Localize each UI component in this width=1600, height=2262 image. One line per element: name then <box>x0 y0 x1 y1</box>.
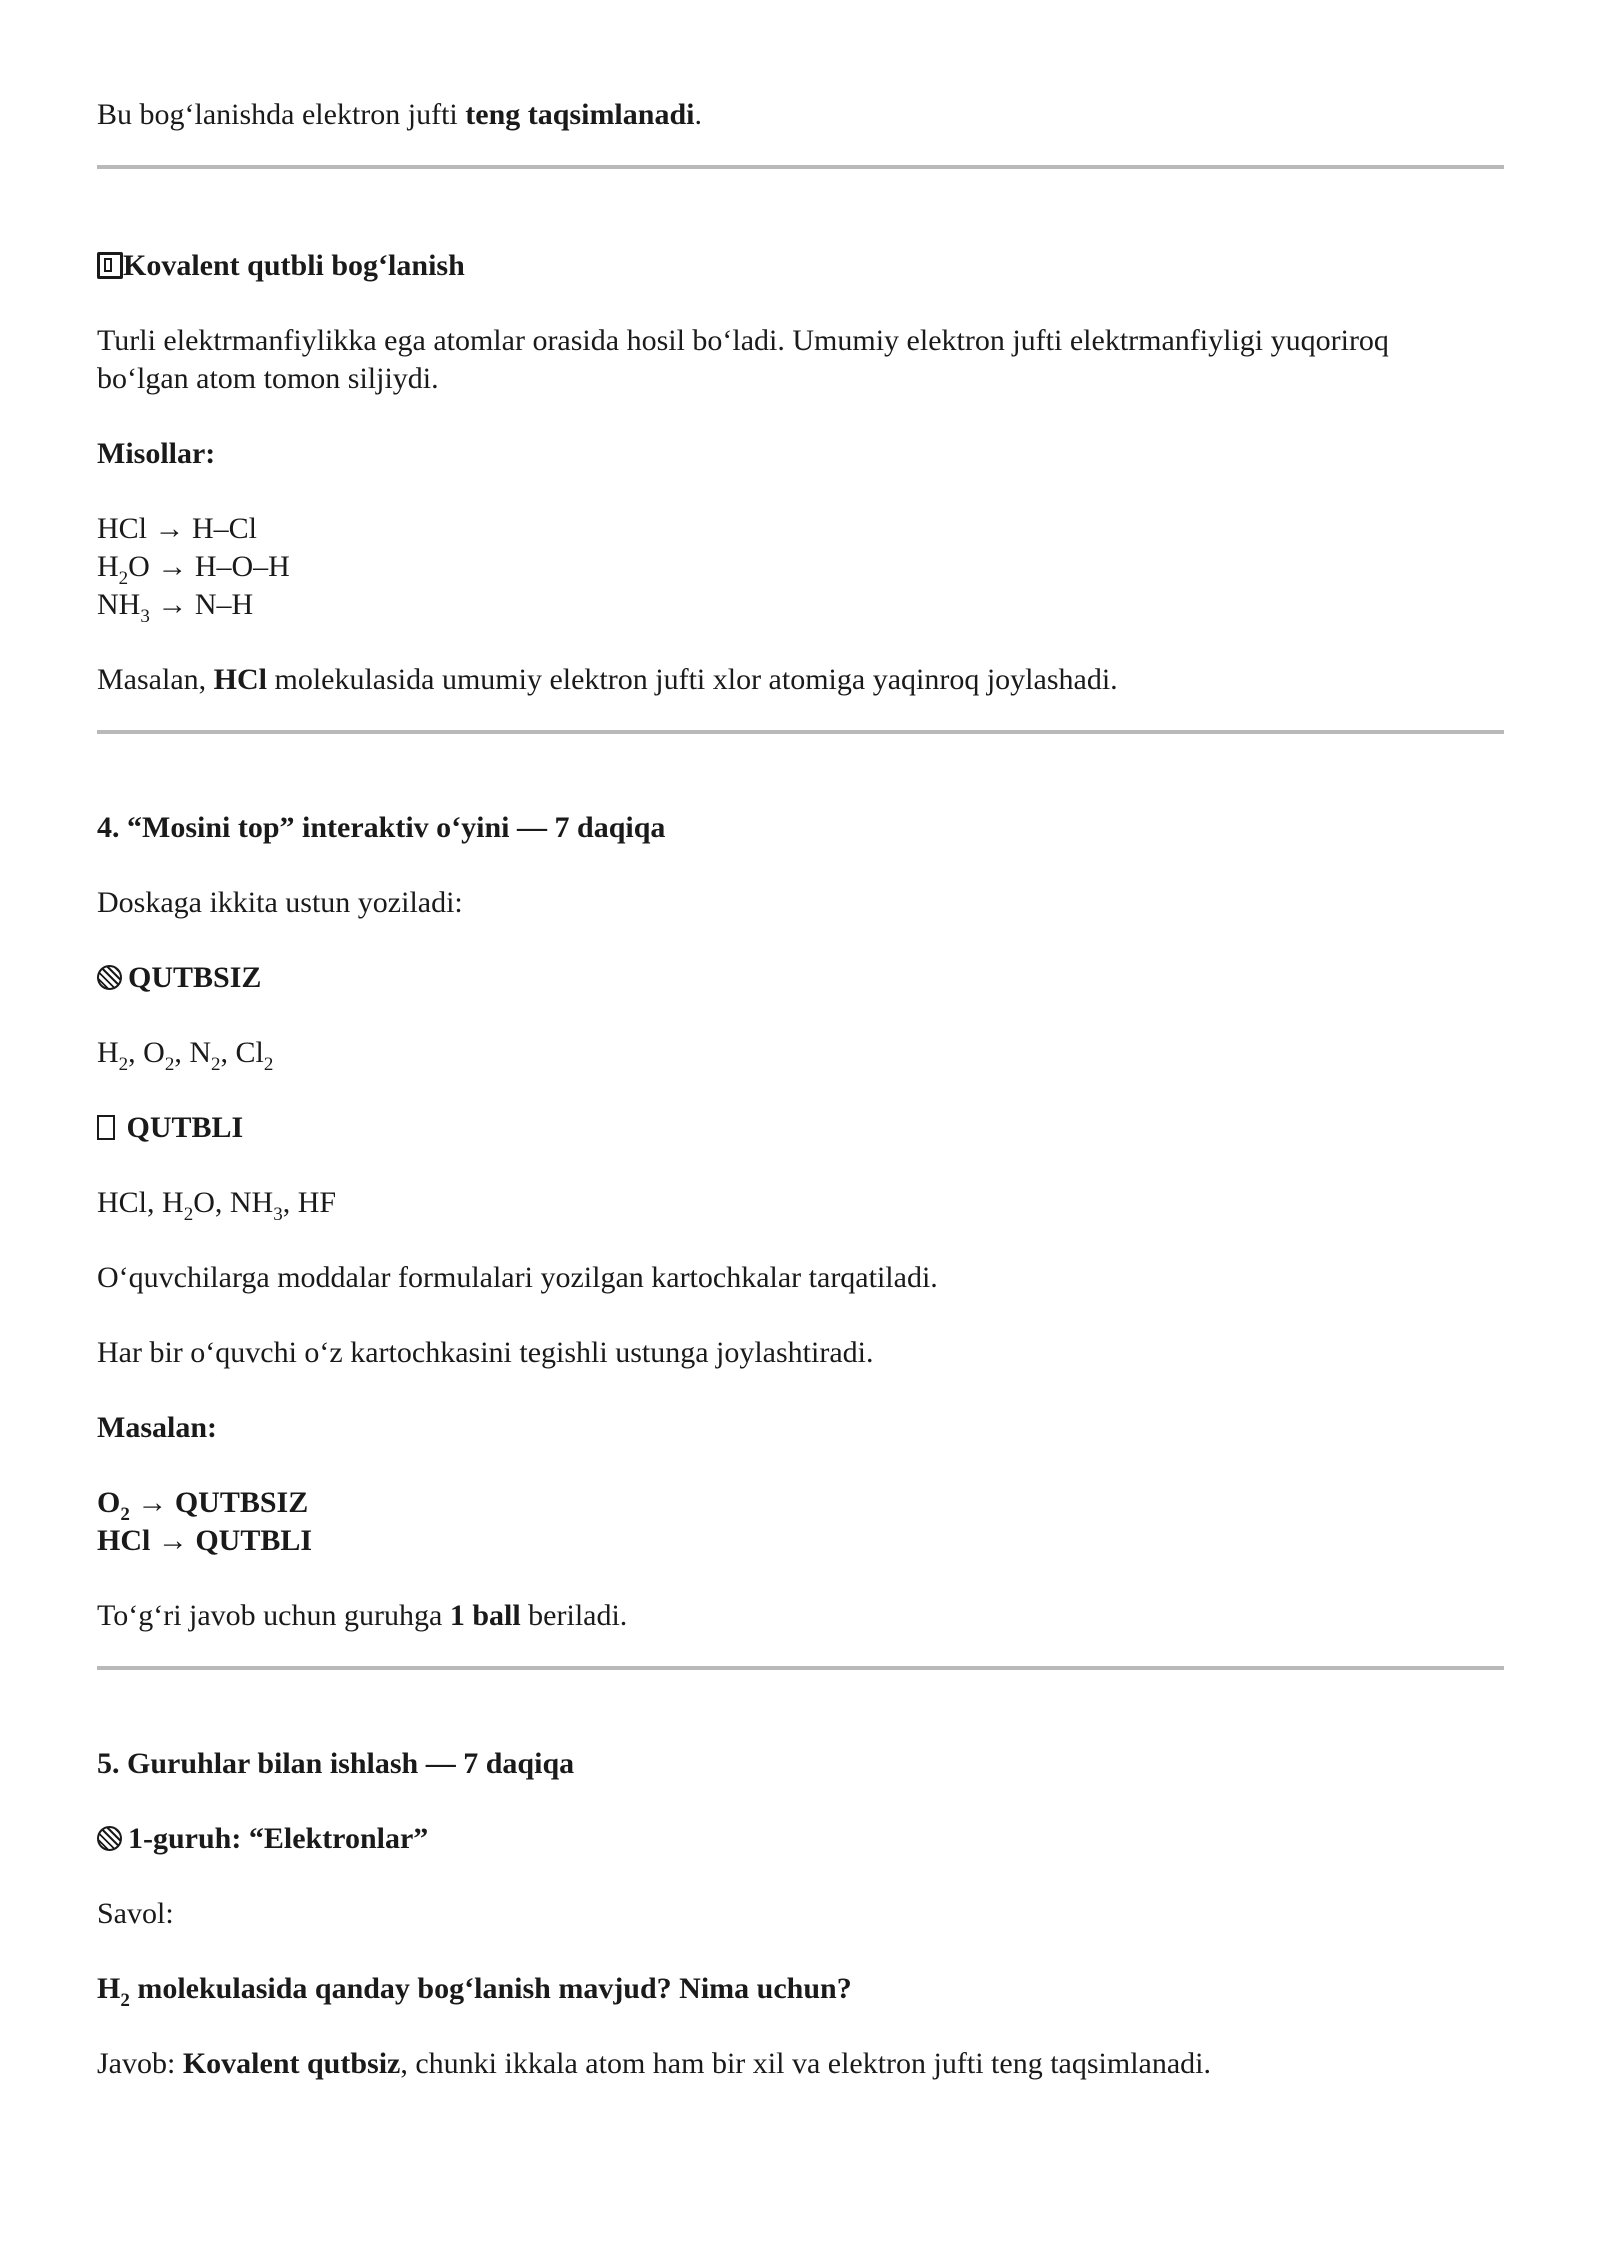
group-1-title: 1-guruh: “Elektronlar” <box>97 1820 1504 1858</box>
section-divider <box>97 1666 1504 1670</box>
column-polar-title: QUTBLI <box>97 1109 1504 1147</box>
question-label: Savol: <box>97 1897 174 1930</box>
section-divider <box>97 730 1504 734</box>
match-hcl: HCl → QUTBLI <box>97 1524 313 1557</box>
masalan-label: Masalan: <box>97 1411 217 1444</box>
column-nonpolar-title: QUTBSIZ <box>97 959 1504 997</box>
green-circle-icon <box>97 1826 122 1851</box>
unknown-glyph-box-icon <box>97 1115 115 1140</box>
bold-phrase: teng taqsimlanadi <box>465 98 695 131</box>
polar-covalent-description: Turli elektrmanfiylikka ega atomlar orasida hosil bo‘ladi. Umumiy elektron jufti elektrmanfiyligi yuqoriroq bo‘lgan atom tomon siljiydi. <box>97 324 1389 395</box>
section-heading-polar-covalent: Kovalent qutbli bog‘lanish <box>97 247 1504 285</box>
example-nh3: $NH_3 \to N-H$ <box>97 588 254 627</box>
polar-list: HCl, $H_2O$, $NH_3$, HF <box>97 1186 337 1225</box>
nonpolar-list: $H_2$, $O_2$, $N_2$, $Cl_2$ <box>97 1036 274 1075</box>
matching-examples <box>97 1484 1504 1560</box>
example-hcl: HCl → H–Cl <box>97 512 258 545</box>
scoring-text: To‘g‘ri javob uchun guruhga 1 ball beriladi. <box>97 1599 628 1632</box>
cards-distribution-text: O‘quvchilarga moddalar formulalari yozilgan kartochkalar tarqatiladi. <box>97 1261 938 1294</box>
section-heading-groups: 5. Guruhlar bilan ishlash — 7 daqiqa <box>97 1747 575 1780</box>
cards-placement-text: Har bir o‘quvchi o‘z kartochkasini tegishli ustunga joylashtiradi. <box>97 1336 874 1369</box>
hcl-example-sentence: Masalan, HCl molekulasida umumiy elektron jufti xlor atomiga yaqinroq joylashadi. <box>97 663 1118 696</box>
section-divider <box>97 165 1504 169</box>
question-text: $H_2$ molekulasida qanday bog‘lanish mavjud? Nima uchun? <box>97 1972 852 2011</box>
section-heading-game: 4. “Mosini top” interaktiv o‘yini — 7 daqiqa <box>97 811 666 844</box>
examples-list <box>97 510 1504 627</box>
game-intro: Doskaga ikkita ustun yoziladi: <box>97 886 463 919</box>
bond-equal-sharing-line: Bu bog‘lanishda elektron jufti teng taqsimlanadi. <box>97 98 702 131</box>
keycap-digit-icon <box>97 252 123 279</box>
example-h2o: $H_2O \to H-O-H$ <box>97 550 290 589</box>
match-o2: $O_2$ → QUTBSIZ <box>97 1486 309 1525</box>
green-circle-icon <box>97 965 122 990</box>
examples-label: Misollar: <box>97 437 216 470</box>
answer-text: Javob: Kovalent qutbsiz, chunki ikkala atom ham bir xil va elektron jufti teng taqsimlanadi. <box>97 2047 1211 2080</box>
